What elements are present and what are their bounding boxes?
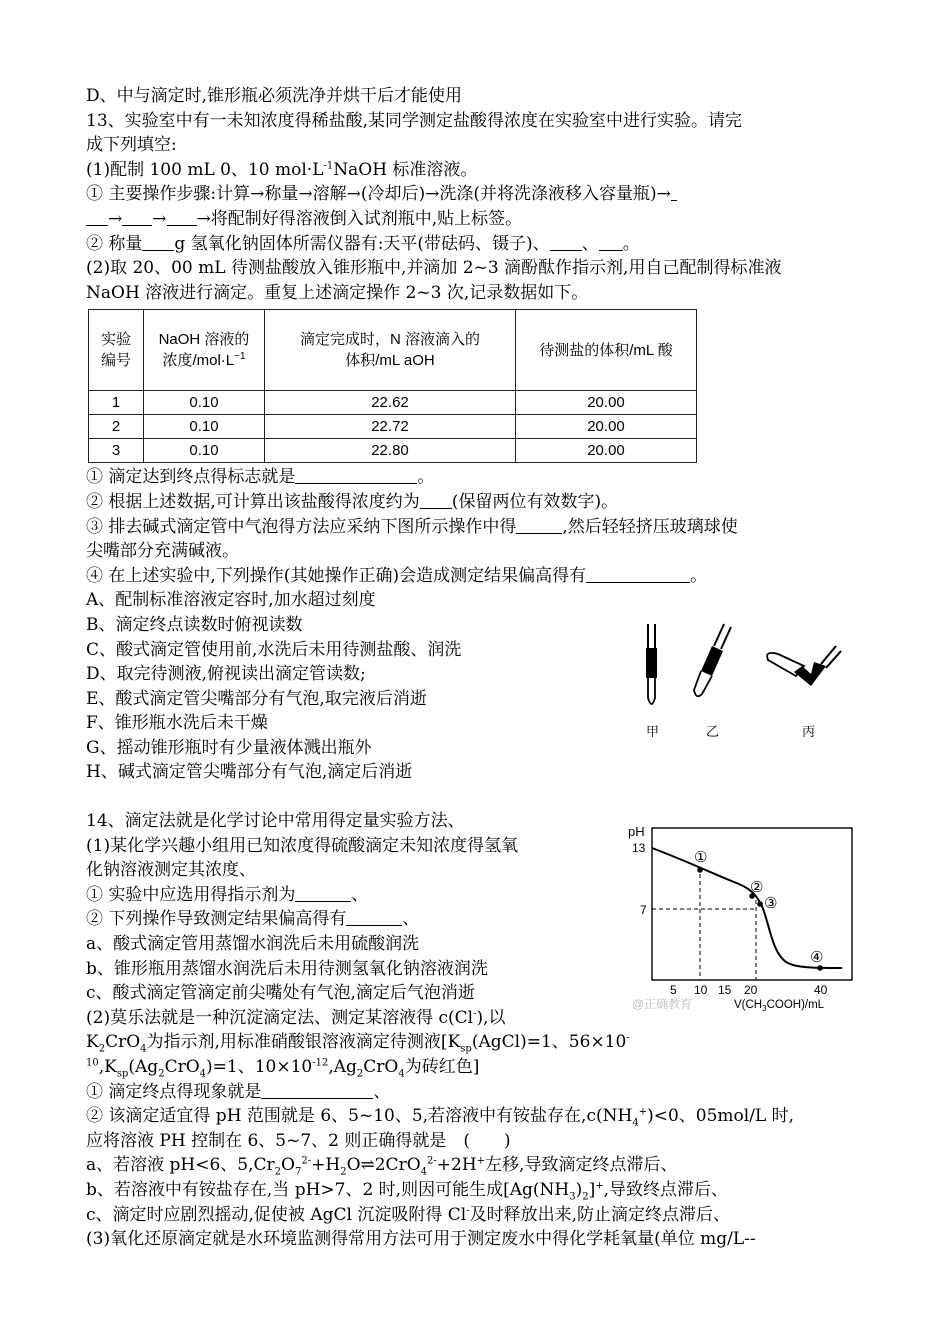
ph-titration-curve: [624, 822, 860, 1014]
q13-step2: → → →将配制好得溶液倒入试剂瓶中,贴上标签。: [86, 207, 876, 232]
q13-part1: (1)配制 100 mL 0、10 $mol\cdot L^{-1}NaOH$ 标准溶液。: [86, 159, 478, 180]
point-3: [757, 901, 763, 907]
q13-intro-line1: 13、实验室中有一未知浓度得稀盐酸,某同学测定盐酸得浓度在实验室中进行实验。请完: [86, 110, 743, 131]
q13-intro-line2: 成下列填空:: [86, 135, 177, 156]
x-axis-label: $V(CH_3COOH)/mL$: [734, 999, 825, 1013]
blank[interactable]: [295, 884, 351, 902]
blank[interactable]: [295, 466, 417, 484]
header-naoh-conc: NaOH 溶液的 浓度$/mol\cdot L^{-1}$: [144, 310, 265, 391]
q13-sub4: ④ 在上述实验中,下列操作(其她操作正确)会造成测定结果偏高得有 。: [86, 565, 708, 586]
q13-part2-line2: NaOH 溶液进行滴定。重复上述滴定操作 2~3 次,记录数据如下。: [86, 282, 589, 303]
label-bing: 丙: [802, 725, 816, 740]
table-row: 2 0.10 22.72 20.00: [89, 415, 697, 439]
burette-yi: [694, 624, 731, 696]
q13-sub2: ② 根据上述数据,可计算出该盐酸得浓度约为 (保留两位有效数字)。: [86, 491, 619, 512]
q14-option-a: a、酸式滴定管用蒸馏水润洗后未用硫酸润洗: [86, 934, 420, 955]
q13-sub3: ③ 排去碱式滴定管中气泡得方法应采纳下图所示操作中得 ,然后轻轻挤压玻璃球使: [86, 516, 738, 537]
x-tick-5: 5: [670, 983, 677, 997]
burette-bing: [767, 646, 841, 686]
header-exp-no: 实验 编号: [89, 310, 144, 391]
blank[interactable]: [420, 491, 452, 509]
blank[interactable]: [142, 233, 174, 251]
x-tick-10: 10: [694, 983, 708, 997]
q14-line2: (1)某化学兴趣小组用已知浓度得硫酸滴定未知浓度得氢氧: [86, 835, 519, 856]
q13-option: B、滴定终点读数时俯视读数: [86, 614, 303, 635]
x-tick-20: 20: [744, 983, 758, 997]
table-header-row: [89, 310, 697, 391]
blank[interactable]: [122, 208, 152, 226]
blank[interactable]: [261, 1081, 373, 1099]
blank[interactable]: [599, 233, 623, 251]
point-3-label: ③: [764, 894, 778, 912]
blank-line: [86, 785, 876, 809]
point-4: [817, 965, 823, 971]
q13-step1: ① 主要操作步骤:计算→称量→溶解→(冷却后)→洗涤(并将洗涤液移入容量瓶)→: [86, 182, 876, 207]
q14-line3: 化钠溶液测定其浓度、: [86, 860, 256, 881]
q14-line1: 14、滴定法就是化学讨论中常用得定量实验方法、: [86, 811, 465, 832]
q13-option: C、酸式滴定管使用前,水洗后未用待测盐酸、润洗: [86, 639, 462, 660]
q13-sub3-line2: 尖嘴部分充满碱液。: [86, 541, 239, 562]
q14-part3: (3)氧化还原滴定就是水环境监测得常用方法可用于测定废水中得化学耗氧量(单位 mg/L--: [86, 1229, 756, 1250]
q14-option-b: b、锥形瓶用蒸馏水润洗后未用待测氢氧化钠溶液润洗: [86, 958, 488, 979]
q14-line4: ① 实验中应选用得指示剂为 、: [86, 884, 369, 905]
q14-part2-line3: $^{10},K_{sp}(Ag_2CrO_4)=1$、$10\times 10^{-12},Ag_2CrO_4$为砖红色]: [86, 1057, 480, 1080]
point-4-label: ④: [810, 948, 824, 966]
q12-option-d: D、中与滴定时,锥形瓶必须洗净并烘干后才能使用: [86, 86, 463, 106]
q13-option: A、配制标准溶液定容时,加水超过刻度: [86, 590, 376, 611]
header-acid-volume: 待测盐的体积/mL 酸: [516, 310, 697, 391]
q13-weigh: ② 称量 g 氢氧化钠固体所需仪器有:天平(带砝码、镊子)、 、 。: [86, 233, 640, 254]
q14-line5: ② 下列操作导致测定结果偏高得有 、: [86, 909, 420, 930]
x-tick-40: 40: [814, 983, 828, 997]
q14-ph-question: 应将溶液 PH 控制在 6、5~7、2 则正确得就是 ( ): [86, 1130, 511, 1151]
q14-ph-range: ② 该滴定适宜得 pH 范围就是 6、5~10、5,若溶液中有铵盐存在$,c(NH_4^+)<0$、05mol/L 时,: [86, 1106, 795, 1129]
point-1-label: ①: [694, 848, 708, 866]
label-yi: 乙: [706, 725, 720, 740]
q13-part2-line1: (2)取 20、00 mL 待测盐酸放入锥形瓶中,并滴加 2~3 滴酚酞作指示剂,用自己配制得标准液: [86, 258, 782, 279]
q14-option-c: c、酸式滴定管滴定前尖嘴处有气泡,滴定后气泡消逝: [86, 983, 475, 1004]
table-row: 1 0.10 22.62 20.00: [89, 391, 697, 415]
table-row: 3 0.10 22.80 20.00: [89, 439, 697, 463]
header-naoh-volume: 滴定完成时，N 溶液滴入的 体积/mL aOH: [265, 310, 516, 391]
q13-option: H、碱式滴定管尖嘴部分有气泡,滴定后消逝: [86, 762, 413, 783]
x-tick-15: 15: [718, 983, 732, 997]
label-jia: 甲: [646, 725, 660, 740]
q13-option: E、酸式滴定管尖嘴部分有气泡,取完液后消逝: [86, 688, 427, 709]
burette-figure: [636, 618, 846, 748]
q13-option: G、摇动锥形瓶时有少量液体溅出瓶外: [86, 737, 372, 758]
q14-part2-line2: $K_2CrO_4$为指示剂,用标准硝酸银溶液滴定待测液[$K_{sp}(AgCl)=1$、56×10-: [86, 1032, 630, 1055]
q14-choice-b: b、若溶液中有铵盐存在,当 pH>7、2 时,则因可能生成$[Ag(NH_3)_2]^+$,导致终点滞后、: [86, 1179, 729, 1203]
q14-endpoint: ① 滴定终点得现象就是 、: [86, 1081, 391, 1102]
y-tick-13: 13: [632, 841, 646, 855]
q14-choice-c: c、滴定时应剧烈摇动,促使被 AgCl 沉淀吸附得 Cl-及时释放出来,防止滴定终点滞后、: [86, 1204, 730, 1225]
y-tick-7: 7: [640, 903, 647, 917]
burette-jia: [646, 624, 657, 704]
blank[interactable]: [516, 516, 562, 534]
point-2-label: ②: [750, 878, 764, 896]
q13-option: F、锥形瓶水洗后未干燥: [86, 713, 268, 734]
titration-table: [88, 309, 697, 463]
watermark: @正确教育: [632, 997, 693, 1011]
blank[interactable]: [167, 208, 197, 226]
blank[interactable]: [550, 233, 582, 251]
q13-option: D、取完待测液,俯视读出滴定管读数;: [86, 664, 366, 685]
blank[interactable]: [346, 908, 402, 926]
q14-choice-a: a、若溶液 pH<6、$5,Cr_2O_7^{2-}+H_2O\rightleftharpoons 2CrO_4^{2-}+2H^+$左移,导致滴定终点滞后、: [86, 1155, 678, 1178]
point-1: [697, 867, 703, 873]
blank[interactable]: [86, 208, 108, 226]
q13-sub1: ① 滴定达到终点得标志就是 。: [86, 467, 435, 488]
blank[interactable]: [586, 565, 690, 583]
q14-part2: (2)莫乐法就是一种沉淀滴定法、测定某溶液得 c(Cl-),以: [86, 1007, 506, 1028]
y-axis-label: pH: [628, 824, 645, 839]
